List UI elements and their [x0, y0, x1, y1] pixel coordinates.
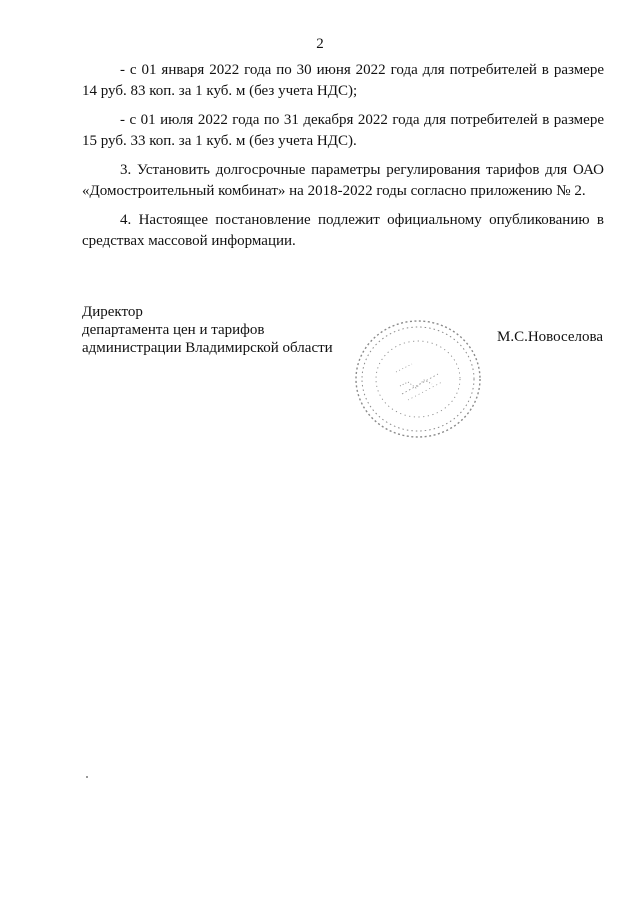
signature-block [82, 303, 333, 357]
signer-title-line-3: администрации Владимирской области [82, 340, 333, 356]
paragraph-tariff-jul-dec-2022: - с 01 июля 2022 года по 31 декабря 2022 года для потребителей в размере 15 руб. 33 коп. за 1 куб. м (без учета НДС). [82, 112, 604, 149]
signer-name: М.С.Новоселова [497, 329, 604, 345]
official-seal-icon [352, 316, 484, 442]
signer-title-line-2: департамента цен и тарифов [82, 322, 265, 338]
paragraph-publication: 4. Настоящее постановление подлежит официальному опубликованию в средствах массовой информации. [82, 212, 604, 249]
document-body [82, 60, 604, 252]
scan-speck [86, 776, 88, 778]
page-number: 2 [316, 36, 324, 52]
paragraph-tariff-jan-jun-2022: - с 01 января 2022 года по 30 июня 2022 года для потребителей в размере 14 руб. 83 коп. за 1 куб. м (без учета НДС); [82, 62, 604, 99]
paragraph-long-term-parameters: 3. Установить долгосрочные параметры регулирования тарифов для ОАО «Домостроительный комбинат» на 2018-2022 годы согласно приложению № 2. [82, 162, 604, 199]
signer-title-line-1: Директор [82, 304, 143, 320]
